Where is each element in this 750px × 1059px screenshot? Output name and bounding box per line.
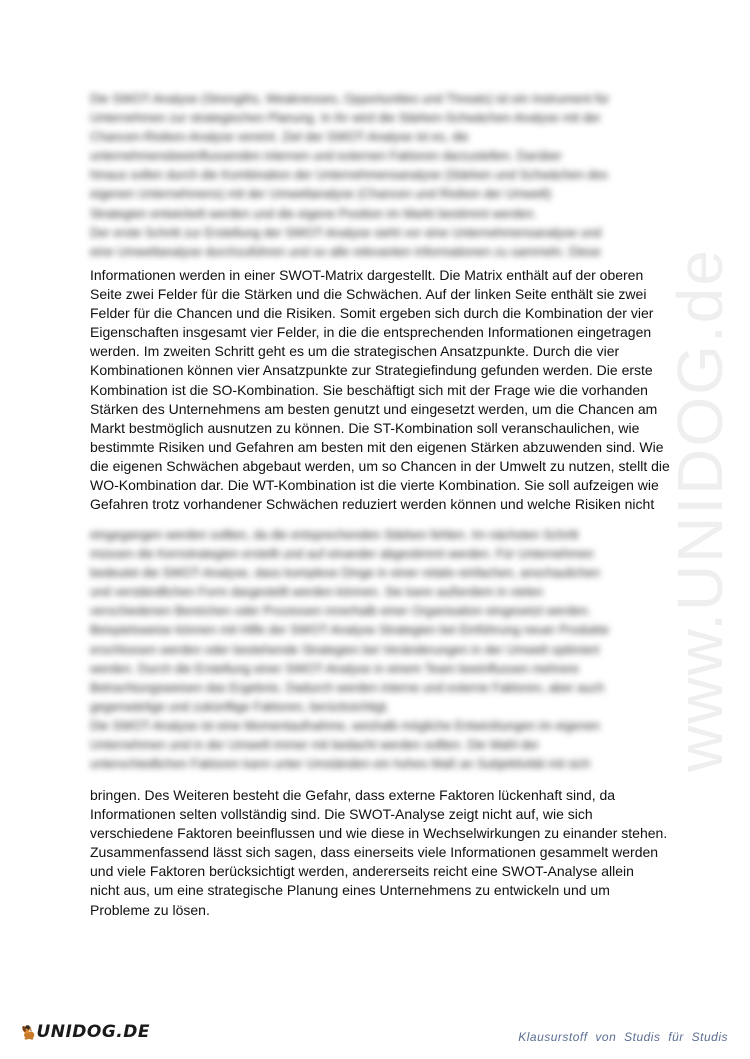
text-line: Kombinationen können vier Ansatzpunkte zur Strategiefindung gefunden werden. Die erste	[90, 362, 653, 379]
blurred-line: hinaus sollen durch die Kombination der Unternehmensanalyse (Stärken und Schwächen des	[90, 168, 608, 183]
text-line: Eigenschaften insgesamt vier Felder, in die die entsprechenden Informationen eingetragen	[90, 324, 652, 341]
blurred-line: erschlossen werden oder bestehende Strategien bei Veränderungen in der Umwelt optimiert	[90, 642, 600, 657]
text-line: nicht aus, um eine strategische Planung eines Unternehmens zu entwickeln und um	[90, 882, 610, 899]
text-line: Kombination ist die SO-Kombination. Sie beschäftigt sich mit der Frage wie die vorhanden	[90, 381, 648, 398]
blurred-line: Die SWOT-Analyse ist eine Momentaufnahme, weshalb mögliche Entwicklungen im eigenen	[90, 718, 600, 733]
blurred-line: Unternehmen zur strategischen Planung. In ihr wird die Stärken-Schwächen-Analyse mit der	[90, 111, 601, 126]
text-line: verschiedene Faktoren beeinflussen und wie diese in Wechselwirkungen zu einander stehen.	[90, 825, 668, 842]
blurred-line: müssen die Kernstrategien erstellt und auf einander abgestimmt werden. Für Unternehmen	[90, 547, 594, 562]
blurred-line: Betrachtungsweisen das Ergebnis. Dadurch werden interne und externe Faktoren, aber auch	[90, 680, 605, 695]
blurred-line: eingegangen werden sollten, da die entsprechenden Stärken fehlen. Im nächsten Schritt	[90, 528, 579, 542]
logo-text: UNIDOG.DE	[36, 1022, 150, 1042]
blurred-line: unternehmensbeeinflussenden internen und externen Faktoren darzustellen. Darüber	[90, 149, 562, 164]
text-line: bestimmte Risiken und Gefahren am besten mit den eigenen Stärken abzuwenden sind. Wie	[90, 438, 664, 455]
watermark-text: www.UNIDOG.de	[664, 248, 736, 772]
blurred-line: eine Umweltanalyse durchzuführen und so alle relevanten Informationen zu sammeln. Diese	[90, 244, 601, 259]
blurred-line: Unternehmen und in der Umwelt immer mit bedacht werden sollten. Die Wahl der	[90, 738, 540, 753]
blurred-line: Die SWOT-Analyse (Strengths, Weaknesses, Opportunities und Threats) ist ein Instrument für	[90, 92, 610, 106]
blurred-line: eigenen Unternehmens) mit der Umweltanalyse (Chancen und Risiken der Umwelt)	[90, 187, 552, 202]
blurred-line: und verständlichen Form dargestellt werden können. Sie kann außerdem in vielen	[90, 585, 544, 600]
blurred-line: unterschiedlichen Faktoren kann unter Umständen ein hohes Maß an Subjektivität mit sich	[90, 757, 591, 772]
text-line: WO-Kombination dar. Die WT-Kombination ist die vierte Kombination. Sie soll aufzeigen wie	[90, 477, 659, 494]
text-line: Informationen selten vollständig sind. Die SWOT-Analyse zeigt nicht auf, wie sich	[90, 806, 593, 823]
blurred-line: Strategien entwickelt werden und die eigene Position im Markt bestimmt werden.	[90, 206, 537, 221]
footer-tagline: Klausurstoff von Studis für Studis	[518, 1030, 728, 1044]
blurred-line: bedeutet die SWOT-Analyse, dass komplexe Dinge in einer relativ einfachen, anschaulichen	[90, 566, 601, 581]
visible-paragraph-main	[90, 266, 670, 514]
unidog-logo[interactable]	[20, 1012, 150, 1052]
text-line: und viele Faktoren berücksichtigt werden, andererseits reicht eine SWOT-Analyse allein	[90, 863, 634, 880]
text-line: Zusammenfassend lässt sich sagen, dass einerseits viele Informationen gesammelt werden	[90, 844, 659, 861]
blurred-line: verschiedenen Bereichen oder Prozessen innerhalb einer Organisation eingesetzt werden.	[90, 604, 592, 619]
blurred-line: Chancen-Risiken-Analyse vereint. Ziel der SWOT-Analyse ist es, die	[90, 130, 469, 145]
text-line: Stärken des Unternehmens am besten genutzt und eingesetzt werden, um die Chancen am	[90, 400, 658, 417]
blurred-line: gegenwärtige und zukünftige Faktoren, berücksichtigt.	[90, 699, 390, 714]
text-line: Felder für die Chancen und die Risiken. Somit ergeben sich durch die Kombination der vier	[90, 305, 654, 322]
text-line: Gefahren trotz vorhandener Schwächen reduziert werden können und welche Risiken nicht	[90, 496, 655, 513]
text-line: werden. Im zweiten Schritt geht es um die strategischen Ansatzpunkte. Durch die vier	[90, 343, 620, 360]
text-line: Seite zwei Felder für die Stärken und die Schwächen. Auf der linken Seite enthält sie zwei	[90, 286, 647, 303]
text-line: Markt bestmöglich ausnutzen zu können. Die ST-Kombination soll veranschaulichen, wie	[90, 419, 640, 436]
visible-paragraph-end	[90, 786, 670, 920]
text-line: Informationen werden in einer SWOT-Matrix dargestellt. Die Matrix enthält auf der oberen	[90, 267, 644, 283]
blurred-line: werden. Durch die Erstellung einer SWOT-Analyse in einem Team beeinflussen mehrere	[90, 661, 579, 676]
blurred-top-section	[90, 90, 670, 262]
text-line: Probleme zu lösen.	[90, 901, 210, 918]
blurred-line: Beispielsweise können mit Hilfe der SWOT-Analyse Strategien bei Einführung neuer Produkte	[90, 623, 610, 638]
text-line: die eigenen Schwächen abgebaut werden, um so Chancen in der Umwelt zu nutzen, stellt die	[90, 457, 670, 474]
blurred-line: Der erste Schritt zur Erstellung der SWOT-Analyse sieht vor eine Unternehmensanalyse und	[90, 225, 602, 240]
blurred-middle-section	[90, 526, 670, 774]
text-line: bringen. Des Weiteren besteht die Gefahr, dass externe Faktoren lückenhaft sind, da	[90, 787, 616, 803]
